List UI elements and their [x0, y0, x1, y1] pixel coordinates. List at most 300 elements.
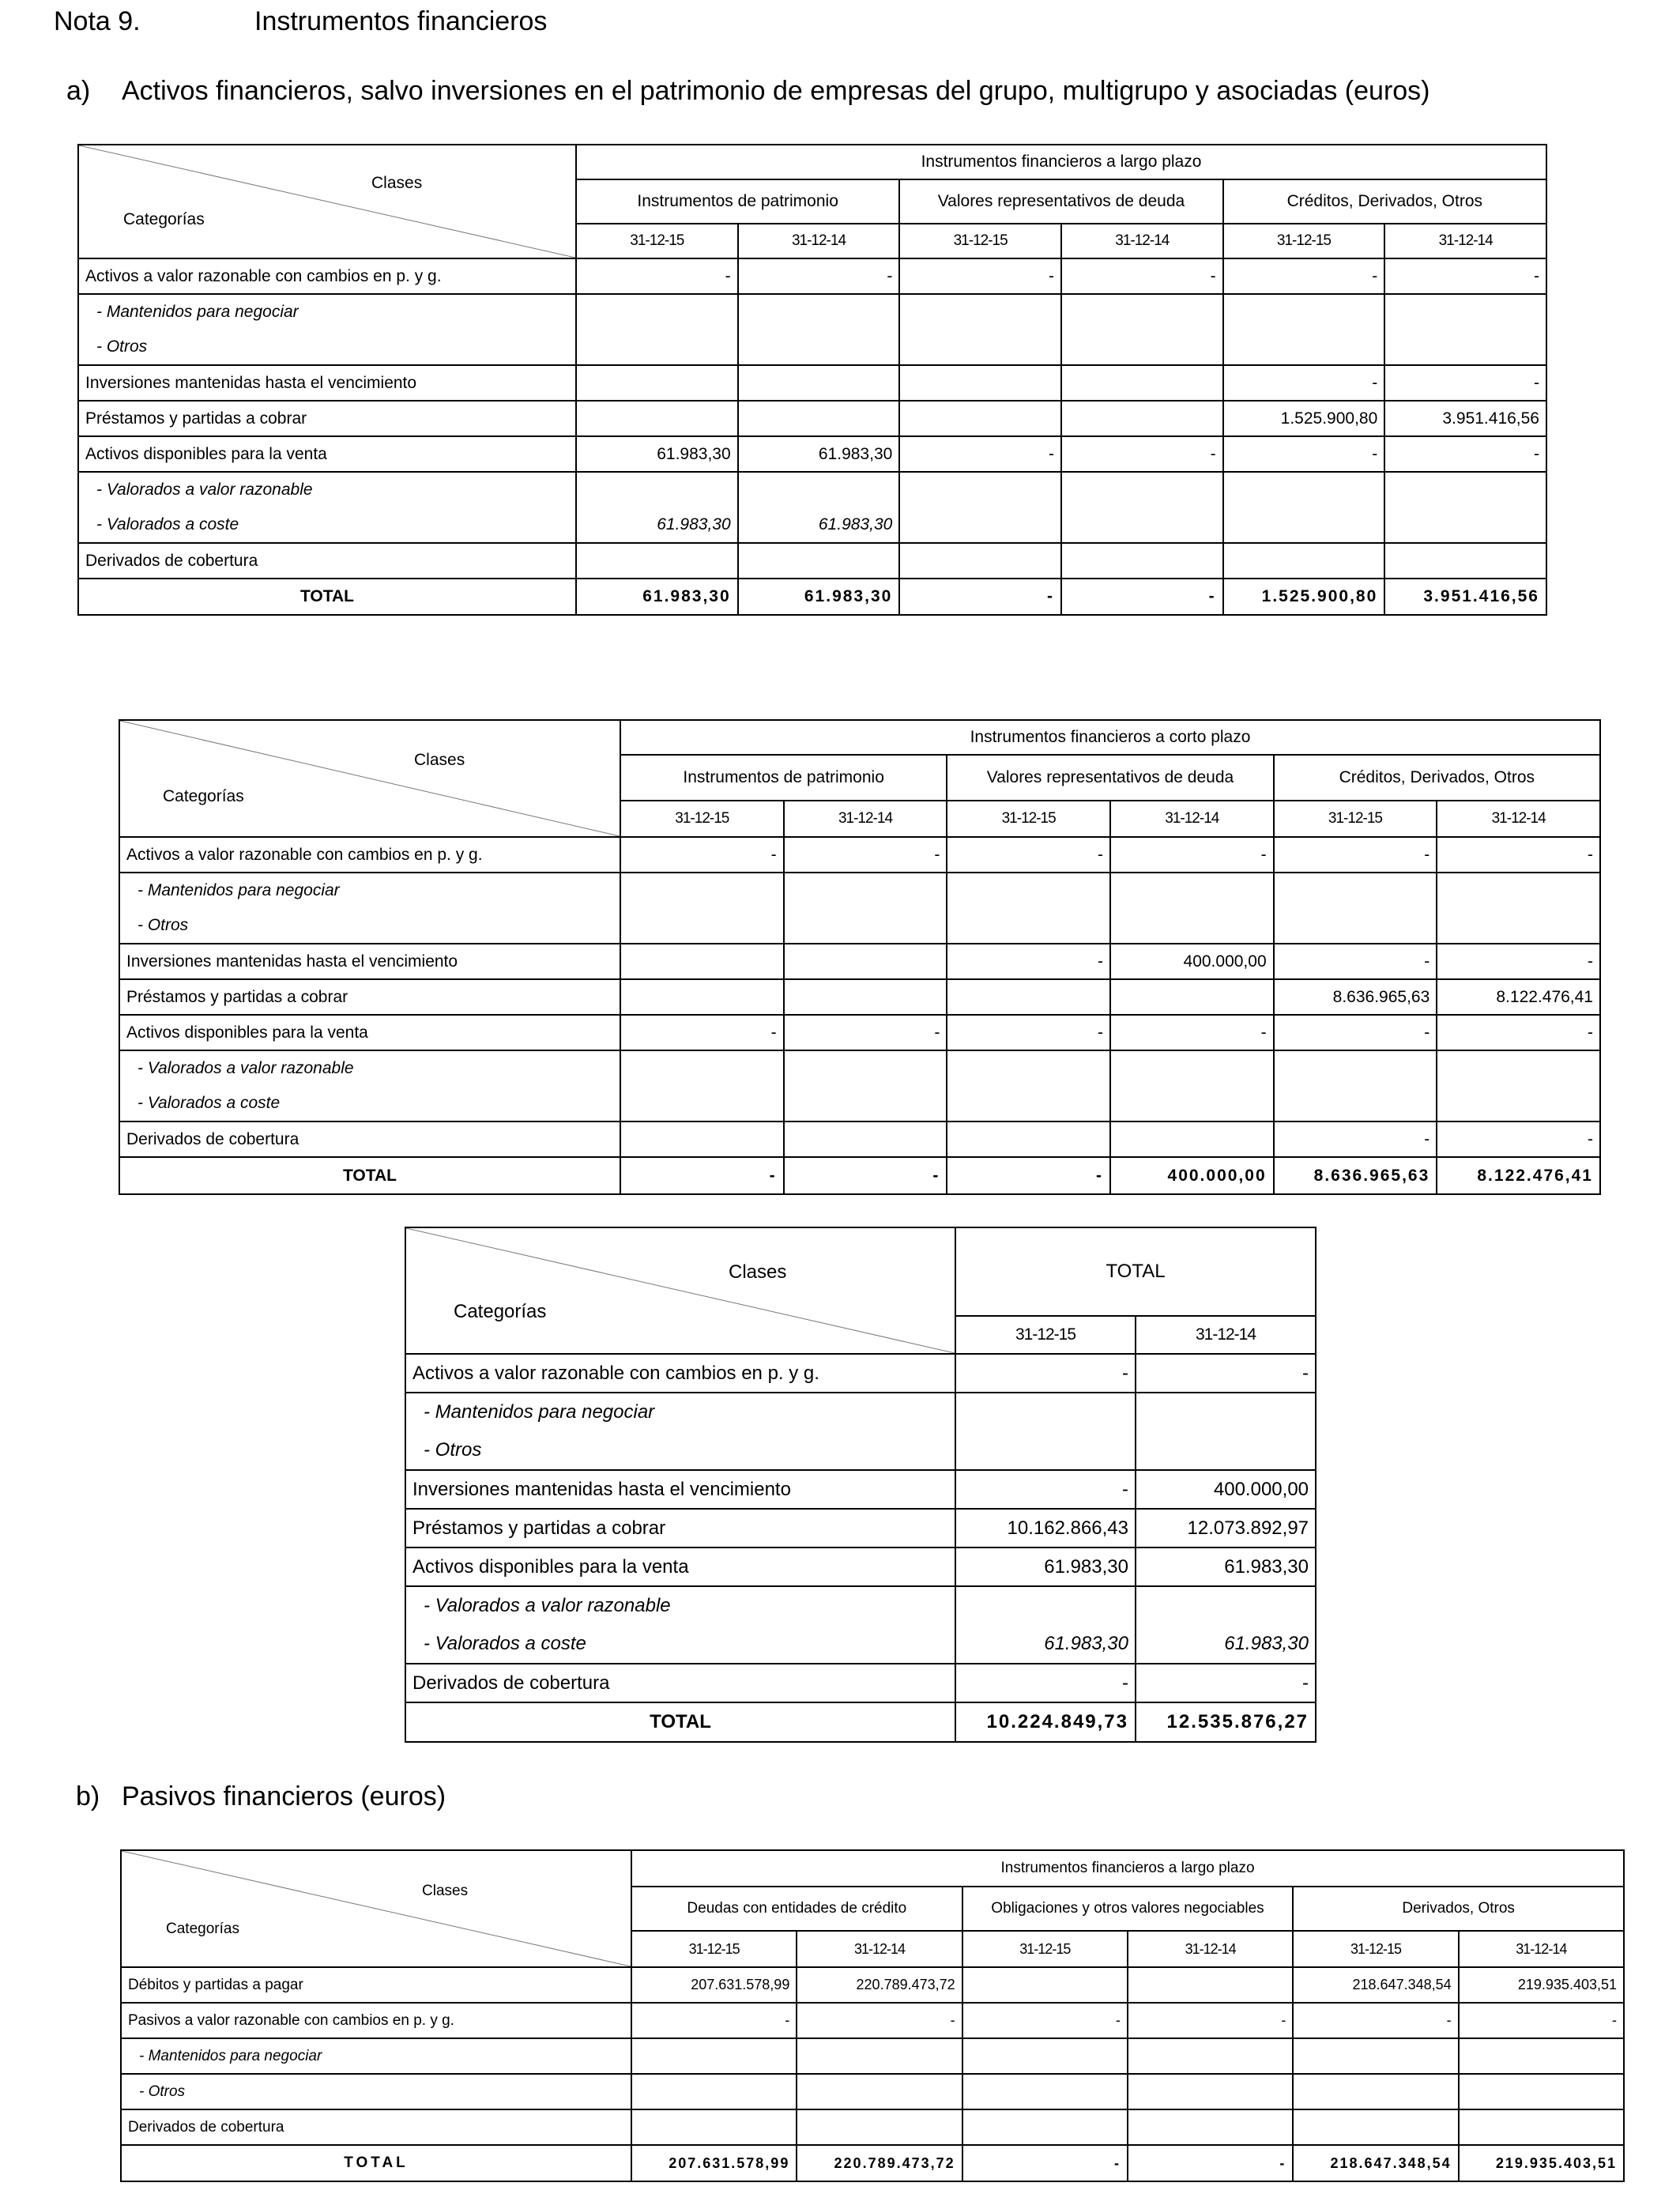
cell-value: - [955, 1470, 1136, 1509]
cell-value [1110, 873, 1274, 908]
date-header: 31-12-14 [1384, 224, 1546, 258]
table-row [78, 507, 1546, 543]
cell-value [899, 365, 1061, 401]
cell-value [1128, 2038, 1293, 2074]
row-label: Inversiones mantenidas hasta el vencimiento [78, 365, 576, 401]
col-group-header: Derivados, Otros [1293, 1887, 1624, 1931]
table-row [119, 908, 1600, 944]
date-header: 31-12-15 [962, 1931, 1128, 1967]
cell-value: - [1274, 1015, 1437, 1050]
cell-value: - [631, 2003, 797, 2038]
row-label: Activos disponibles para la venta [405, 1547, 955, 1586]
header-corner [78, 145, 576, 258]
cell-value [1061, 472, 1223, 507]
header-corner [121, 1850, 631, 1967]
header-corner [405, 1227, 955, 1354]
cell-value [899, 330, 1061, 365]
date-header: 31-12-14 [1110, 801, 1274, 837]
header-categorias: Categorías [166, 1921, 239, 1937]
cell-value: - [955, 1664, 1136, 1702]
cell-value [620, 1086, 784, 1122]
cell-value [1128, 1967, 1293, 2003]
total-value: 220.789.473,72 [797, 2145, 962, 2181]
cell-value [784, 1122, 947, 1157]
header-corner [119, 720, 620, 837]
header-clases: Clases [371, 174, 423, 192]
cell-value [1384, 294, 1546, 330]
cell-value [1384, 330, 1546, 365]
total-value: 219.935.403,51 [1459, 2145, 1624, 2181]
cell-value: - [1128, 2003, 1293, 2038]
cell-value: - [899, 258, 1061, 294]
table-row [78, 401, 1546, 436]
row-label: Inversiones mantenidas hasta el vencimiento [405, 1470, 955, 1509]
cell-value [620, 1122, 784, 1157]
cell-value [784, 979, 947, 1015]
table-row [78, 330, 1546, 365]
row-label: Derivados de cobertura [78, 543, 576, 579]
cell-value [1110, 908, 1274, 944]
cell-value: - [1384, 258, 1546, 294]
row-label: Activos a valor razonable con cambios en p. y g. [78, 258, 576, 294]
header-clases: Clases [729, 1261, 787, 1283]
col-group-header: Créditos, Derivados, Otros [1223, 179, 1546, 224]
cell-value: - [1274, 1122, 1437, 1157]
cell-value: - [1223, 258, 1385, 294]
cell-value [1437, 873, 1600, 908]
total-row [121, 2145, 1624, 2181]
cell-value [1384, 543, 1546, 579]
cell-value [899, 507, 1061, 543]
cell-value [784, 873, 947, 908]
cell-value [947, 1122, 1110, 1157]
cell-value [738, 401, 900, 436]
table-row [119, 1015, 1600, 1050]
total-value: 61.983,30 [576, 579, 738, 615]
header-categorias: Categorías [123, 210, 205, 228]
table-row [405, 1664, 1316, 1702]
header-categorias: Categorías [163, 787, 244, 805]
total-value: - [962, 2145, 1128, 2181]
cell-value: - [899, 436, 1061, 472]
cell-value [631, 2074, 797, 2109]
table-row [405, 1393, 1316, 1431]
cell-value: - [947, 1015, 1110, 1050]
total-label: TOTAL [119, 1157, 620, 1194]
cell-value: 61.983,30 [738, 436, 900, 472]
table-row [78, 436, 1546, 472]
header-clases: Clases [414, 751, 465, 769]
cell-value: - [1437, 1015, 1600, 1050]
cell-value: - [738, 258, 900, 294]
row-label: - Valorados a coste [78, 507, 576, 543]
row-label: - Valorados a valor razonable [405, 1586, 955, 1625]
cell-value: - [1459, 2003, 1624, 2038]
cell-value [784, 908, 947, 944]
total-row [405, 1702, 1316, 1742]
cell-value [899, 543, 1061, 579]
cell-value: 3.951.416,56 [1384, 401, 1546, 436]
long-term-assets-table [77, 144, 1547, 616]
total-value: - [899, 579, 1061, 615]
row-label: - Mantenidos para negociar [405, 1393, 955, 1431]
cell-value [962, 2074, 1128, 2109]
row-label: - Valorados a valor razonable [119, 1050, 620, 1086]
row-label: - Mantenidos para negociar [78, 294, 576, 330]
row-label: Activos disponibles para la venta [119, 1015, 620, 1050]
cell-value: - [1223, 436, 1385, 472]
total-row [78, 579, 1546, 615]
table-row [405, 1431, 1316, 1470]
total-value: - [1128, 2145, 1293, 2181]
cell-value: 61.983,30 [576, 436, 738, 472]
cell-value [899, 472, 1061, 507]
row-label: Inversiones mantenidas hasta el vencimiento [119, 944, 620, 979]
table-row [121, 2003, 1624, 2038]
cell-value [1061, 401, 1223, 436]
cell-value [576, 365, 738, 401]
cell-value: - [784, 1015, 947, 1050]
cell-value [738, 294, 900, 330]
table-row [119, 979, 1600, 1015]
table-row [119, 944, 1600, 979]
cell-value [1223, 330, 1385, 365]
cell-value [1128, 2074, 1293, 2109]
table-row [78, 365, 1546, 401]
cell-value [1274, 908, 1437, 944]
cell-value [947, 979, 1110, 1015]
note-title: Instrumentos financieros [254, 6, 548, 36]
table-row [405, 1354, 1316, 1393]
row-label: - Mantenidos para negociar [121, 2038, 631, 2074]
date-header: 31-12-15 [947, 801, 1110, 837]
cell-value: - [1136, 1354, 1316, 1393]
cell-value: 207.631.578,99 [631, 1967, 797, 2003]
row-label: Préstamos y partidas a cobrar [405, 1509, 955, 1547]
total-value: 61.983,30 [738, 579, 900, 615]
cell-value [962, 2038, 1128, 2074]
date-header: 31-12-14 [738, 224, 900, 258]
col-group-header: Instrumentos de patrimonio [576, 179, 899, 224]
table-row [78, 472, 1546, 507]
table-row [78, 543, 1546, 579]
cell-value [1061, 507, 1223, 543]
cell-value [1293, 2038, 1458, 2074]
cell-value [1437, 1086, 1600, 1122]
cell-value: - [1274, 944, 1437, 979]
financial-liabilities-table [120, 1849, 1625, 2182]
header-clases: Clases [422, 1883, 469, 1899]
cell-value [784, 1086, 947, 1122]
row-label: Derivados de cobertura [405, 1664, 955, 1702]
date-header: 31-12-15 [1274, 801, 1437, 837]
cell-value: 400.000,00 [1110, 944, 1274, 979]
total-value: 10.224.849,73 [955, 1702, 1136, 1742]
cell-value [797, 2074, 962, 2109]
row-label: Activos a valor razonable con cambios en p. y g. [119, 837, 620, 873]
table-row [121, 1967, 1624, 2003]
cell-value [620, 979, 784, 1015]
cell-value: - [1293, 2003, 1458, 2038]
total-value: - [1061, 579, 1223, 615]
cell-value: - [1110, 837, 1274, 873]
group-header: Instrumentos financieros a largo plazo [576, 145, 1546, 179]
cell-value: 219.935.403,51 [1459, 1967, 1624, 2003]
group-header: Instrumentos financieros a corto plazo [620, 720, 1600, 755]
cell-value [1061, 294, 1223, 330]
cell-value: - [620, 1015, 784, 1050]
cell-value [1223, 507, 1385, 543]
cell-value [1274, 1050, 1437, 1086]
cell-value [1437, 1050, 1600, 1086]
date-header: 31-12-14 [1128, 1931, 1293, 1967]
cell-value [797, 2109, 962, 2145]
cell-value [1136, 1393, 1316, 1431]
cell-value [576, 401, 738, 436]
cell-value [631, 2109, 797, 2145]
cell-value: 61.983,30 [1136, 1625, 1316, 1664]
cell-value: 61.983,30 [1136, 1547, 1316, 1586]
row-label: - Otros [121, 2074, 631, 2109]
total-value: 207.631.578,99 [631, 2145, 797, 2181]
total-value: 1.525.900,80 [1223, 579, 1385, 615]
col-group-header: Deudas con entidades de crédito [631, 1887, 962, 1931]
cell-value: 61.983,30 [738, 507, 900, 543]
total-value: 400.000,00 [1110, 1157, 1274, 1194]
row-label: Débitos y partidas a pagar [121, 1967, 631, 2003]
cell-value [947, 908, 1110, 944]
cell-value: 61.983,30 [576, 507, 738, 543]
total-value: - [947, 1157, 1110, 1194]
cell-value [947, 1050, 1110, 1086]
cell-value [1459, 2038, 1624, 2074]
section-b-title: Pasivos financieros (euros) [122, 1781, 446, 1811]
table-row [119, 1086, 1600, 1122]
col-group-header: Créditos, Derivados, Otros [1274, 755, 1600, 801]
cell-value [1110, 1122, 1274, 1157]
row-label: Pasivos a valor razonable con cambios en p. y g. [121, 2003, 631, 2038]
cell-value: 12.073.892,97 [1136, 1509, 1316, 1547]
row-label: - Otros [119, 908, 620, 944]
row-label: - Valorados a coste [405, 1625, 955, 1664]
cell-value [962, 1967, 1128, 2003]
cell-value [955, 1586, 1136, 1625]
cell-value [784, 1050, 947, 1086]
cell-value: - [1384, 365, 1546, 401]
date-header: 31-12-15 [620, 801, 784, 837]
cell-value [899, 294, 1061, 330]
table-row [119, 1122, 1600, 1157]
cell-value [1061, 365, 1223, 401]
cell-value [1437, 908, 1600, 944]
date-header: 31-12-15 [899, 224, 1061, 258]
total-value: - [784, 1157, 947, 1194]
row-label: - Otros [405, 1431, 955, 1470]
table-row [121, 2109, 1624, 2145]
cell-value: - [1061, 258, 1223, 294]
total-value: 3.951.416,56 [1384, 579, 1546, 615]
cell-value [1136, 1431, 1316, 1470]
cell-value: 61.983,30 [955, 1547, 1136, 1586]
date-header: 31-12-15 [576, 224, 738, 258]
group-header: Instrumentos financieros a largo plazo [631, 1850, 1624, 1887]
cell-value: - [784, 837, 947, 873]
cell-value [1293, 2109, 1458, 2145]
cell-value: - [1223, 365, 1385, 401]
total-value: - [620, 1157, 784, 1194]
cell-value [797, 2038, 962, 2074]
cell-value [738, 365, 900, 401]
row-label: Derivados de cobertura [119, 1122, 620, 1157]
cell-value [576, 330, 738, 365]
cell-value [955, 1393, 1136, 1431]
cell-value: 10.162.866,43 [955, 1509, 1136, 1547]
cell-value: - [962, 2003, 1128, 2038]
cell-value [576, 472, 738, 507]
cell-value: - [947, 944, 1110, 979]
table-row [405, 1547, 1316, 1586]
row-label: Préstamos y partidas a cobrar [119, 979, 620, 1015]
row-label: Préstamos y partidas a cobrar [78, 401, 576, 436]
cell-value [1459, 2074, 1624, 2109]
date-header: 31-12-15 [955, 1316, 1136, 1354]
cell-value [620, 1050, 784, 1086]
date-header: 31-12-14 [1459, 1931, 1624, 1967]
table-row [119, 873, 1600, 908]
cell-value [576, 294, 738, 330]
cell-value: - [947, 837, 1110, 873]
row-label: Activos disponibles para la venta [78, 436, 576, 472]
cell-value [738, 472, 900, 507]
table-row [119, 837, 1600, 873]
cell-value [899, 401, 1061, 436]
table-row [405, 1586, 1316, 1625]
table-row [405, 1509, 1316, 1547]
note-number: Nota 9. [54, 6, 141, 36]
cell-value [738, 543, 900, 579]
row-label: - Valorados a coste [119, 1086, 620, 1122]
cell-value [1110, 1086, 1274, 1122]
cell-value [620, 873, 784, 908]
cell-value: 400.000,00 [1136, 1470, 1316, 1509]
row-label: - Valorados a valor razonable [78, 472, 576, 507]
col-group-header: Valores representativos de deuda [899, 179, 1222, 224]
cell-value [1459, 2109, 1624, 2145]
cell-value [784, 944, 947, 979]
date-header: 31-12-14 [797, 1931, 962, 1967]
cell-value [576, 543, 738, 579]
cell-value: - [1274, 837, 1437, 873]
table-row [78, 258, 1546, 294]
row-label: - Mantenidos para negociar [119, 873, 620, 908]
cell-value [1128, 2109, 1293, 2145]
date-header: 31-12-14 [784, 801, 947, 837]
table-row [405, 1625, 1316, 1664]
cell-value [1223, 294, 1385, 330]
cell-value [1274, 1086, 1437, 1122]
section-a-marker: a) [66, 76, 91, 106]
section-b-marker: b) [76, 1781, 100, 1811]
cell-value [1110, 979, 1274, 1015]
section-a-title: Activos financieros, salvo inversiones en el patrimonio de empresas del grupo, multigrupo y asociadas (euros) [122, 76, 1430, 106]
cell-value [1061, 543, 1223, 579]
cell-value: - [1110, 1015, 1274, 1050]
date-header: 31-12-15 [1223, 224, 1385, 258]
col-group-header: Valores representativos de deuda [947, 755, 1273, 801]
cell-value: - [1136, 1664, 1316, 1702]
table-row [121, 2074, 1624, 2109]
total-row [119, 1157, 1600, 1194]
cell-value [1223, 543, 1385, 579]
table-row [78, 294, 1546, 330]
cell-value: - [1437, 1122, 1600, 1157]
table-row [405, 1470, 1316, 1509]
cell-value [1223, 472, 1385, 507]
date-header: 31-12-15 [1293, 1931, 1458, 1967]
cell-value: 8.122.476,41 [1437, 979, 1600, 1015]
cell-value [947, 873, 1110, 908]
cell-value: - [955, 1354, 1136, 1393]
total-value: 8.636.965,63 [1274, 1157, 1437, 1194]
date-header: 31-12-14 [1061, 224, 1223, 258]
cell-value [1061, 330, 1223, 365]
cell-value [955, 1431, 1136, 1470]
cell-value [620, 908, 784, 944]
cell-value [1136, 1586, 1316, 1625]
cell-value [1384, 472, 1546, 507]
cell-value [1110, 1050, 1274, 1086]
total-label: TOTAL [405, 1702, 955, 1742]
cell-value: 218.647.348,54 [1293, 1967, 1458, 2003]
total-label: TOTAL [121, 2145, 631, 2181]
table-row [121, 2038, 1624, 2074]
row-label: Derivados de cobertura [121, 2109, 631, 2145]
cell-value: - [797, 2003, 962, 2038]
cell-value [1384, 507, 1546, 543]
cell-value: 220.789.473,72 [797, 1967, 962, 2003]
cell-value [738, 330, 900, 365]
total-value: 218.647.348,54 [1293, 2145, 1458, 2181]
total-assets-table [405, 1227, 1317, 1743]
cell-value: 8.636.965,63 [1274, 979, 1437, 1015]
cell-value: - [1061, 436, 1223, 472]
cell-value: 1.525.900,80 [1223, 401, 1385, 436]
cell-value [631, 2038, 797, 2074]
date-header: 31-12-14 [1437, 801, 1600, 837]
cell-value: - [576, 258, 738, 294]
total-value: 8.122.476,41 [1437, 1157, 1600, 1194]
cell-value: - [1437, 837, 1600, 873]
total-value: 12.535.876,27 [1136, 1702, 1316, 1742]
short-term-assets-table [119, 719, 1601, 1195]
row-label: Activos a valor razonable con cambios en p. y g. [405, 1354, 955, 1393]
cell-value [1274, 873, 1437, 908]
header-categorias: Categorías [454, 1301, 547, 1322]
cell-value [947, 1086, 1110, 1122]
date-header: 31-12-15 [631, 1931, 797, 1967]
cell-value [620, 944, 784, 979]
cell-value [1293, 2074, 1458, 2109]
cell-value: - [1384, 436, 1546, 472]
cell-value [962, 2109, 1128, 2145]
row-label: - Otros [78, 330, 576, 365]
cell-value: - [620, 837, 784, 873]
col-group-header: Instrumentos de patrimonio [620, 755, 947, 801]
cell-value: - [1437, 944, 1600, 979]
group-header: TOTAL [955, 1227, 1316, 1316]
col-group-header: Obligaciones y otros valores negociables [962, 1887, 1294, 1931]
cell-value: 61.983,30 [955, 1625, 1136, 1664]
